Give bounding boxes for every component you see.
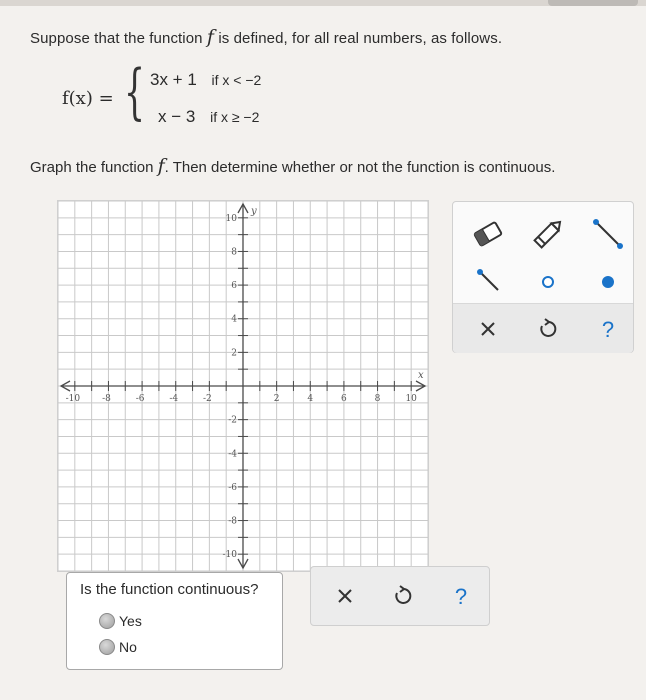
answer-close-icon[interactable] [325, 576, 365, 616]
prompt-function-symbol: f [157, 155, 165, 177]
continuity-question [66, 572, 283, 670]
undo-icon[interactable] [528, 309, 568, 349]
piecewise-brace: { [124, 57, 146, 127]
x-tick-label: 2 [273, 394, 280, 404]
y-tick-label: -10 [222, 550, 237, 561]
y-tick-label: 8 [231, 247, 237, 258]
question-title: Is the function continuous? [80, 581, 259, 598]
x-tick-label: -8 [102, 394, 111, 404]
y-tick-label: -8 [228, 516, 237, 527]
prompt-text-1: Graph the function [30, 159, 158, 176]
closed-point-icon[interactable] [588, 260, 628, 300]
graph-toolbar [452, 201, 634, 353]
graph-action-row [453, 303, 633, 353]
answer-help-icon[interactable] [441, 576, 481, 616]
x-tick-label: 4 [307, 394, 314, 404]
piece-2 [158, 107, 259, 127]
y-tick-label: 2 [231, 348, 237, 359]
piece-2-expression: x − 3 [158, 107, 196, 126]
x-tick-label: 8 [374, 394, 381, 404]
y-tick-label: 6 [231, 281, 237, 292]
answer-toolbar [310, 566, 490, 626]
coordinate-grid[interactable] [58, 201, 428, 571]
function-symbol: f [206, 26, 215, 48]
prompt-text-2: . Then determine whether or not the function is continuous. [164, 159, 556, 176]
radio-yes-label[interactable]: Yes [119, 613, 142, 629]
radio-yes[interactable] [99, 613, 115, 629]
answer-help-glyph: ? [454, 584, 468, 609]
y-axis-label: y [251, 206, 257, 217]
x-tick-label: 6 [341, 394, 347, 404]
function-lhs: f(x) = [62, 88, 114, 109]
segment-icon[interactable] [468, 260, 508, 300]
x-axis-label: x [418, 370, 424, 381]
x-tick-label: -2 [202, 394, 212, 404]
y-tick-label: 4 [231, 314, 237, 325]
intro-text-2: is defined, for all real numbers, as follows. [214, 30, 503, 47]
pencil-icon[interactable] [528, 214, 568, 254]
top-tab[interactable] [548, 0, 638, 6]
eraser-icon[interactable] [468, 214, 508, 254]
intro-text-1: Suppose that the function [30, 30, 207, 47]
problem-intro [30, 26, 502, 48]
piece-2-condition: if x ≥ −2 [210, 109, 260, 125]
open-point-icon[interactable] [528, 260, 568, 300]
x-tick-label: -6 [135, 394, 145, 404]
graph-panel[interactable] [57, 200, 429, 572]
radio-no[interactable] [99, 639, 115, 655]
help-glyph: ? [601, 317, 615, 342]
close-icon[interactable] [468, 309, 508, 349]
x-tick-label: -10 [65, 394, 81, 404]
help-icon[interactable] [588, 309, 628, 349]
radio-no-label[interactable]: No [119, 639, 137, 655]
problem-prompt [30, 155, 555, 177]
line-icon[interactable] [588, 214, 628, 254]
y-tick-label: 10 [225, 213, 237, 224]
top-bar [0, 0, 646, 6]
answer-undo-icon[interactable] [383, 576, 423, 616]
piece-1-expression: 3x + 1 [150, 70, 197, 89]
y-tick-label: -6 [228, 482, 237, 493]
y-tick-label: -4 [228, 449, 237, 460]
y-tick-label: -2 [228, 415, 237, 426]
piece-1 [150, 70, 261, 90]
x-tick-label: -4 [169, 394, 179, 404]
x-tick-label: 10 [405, 394, 417, 404]
piece-1-condition: if x < −2 [211, 72, 262, 88]
